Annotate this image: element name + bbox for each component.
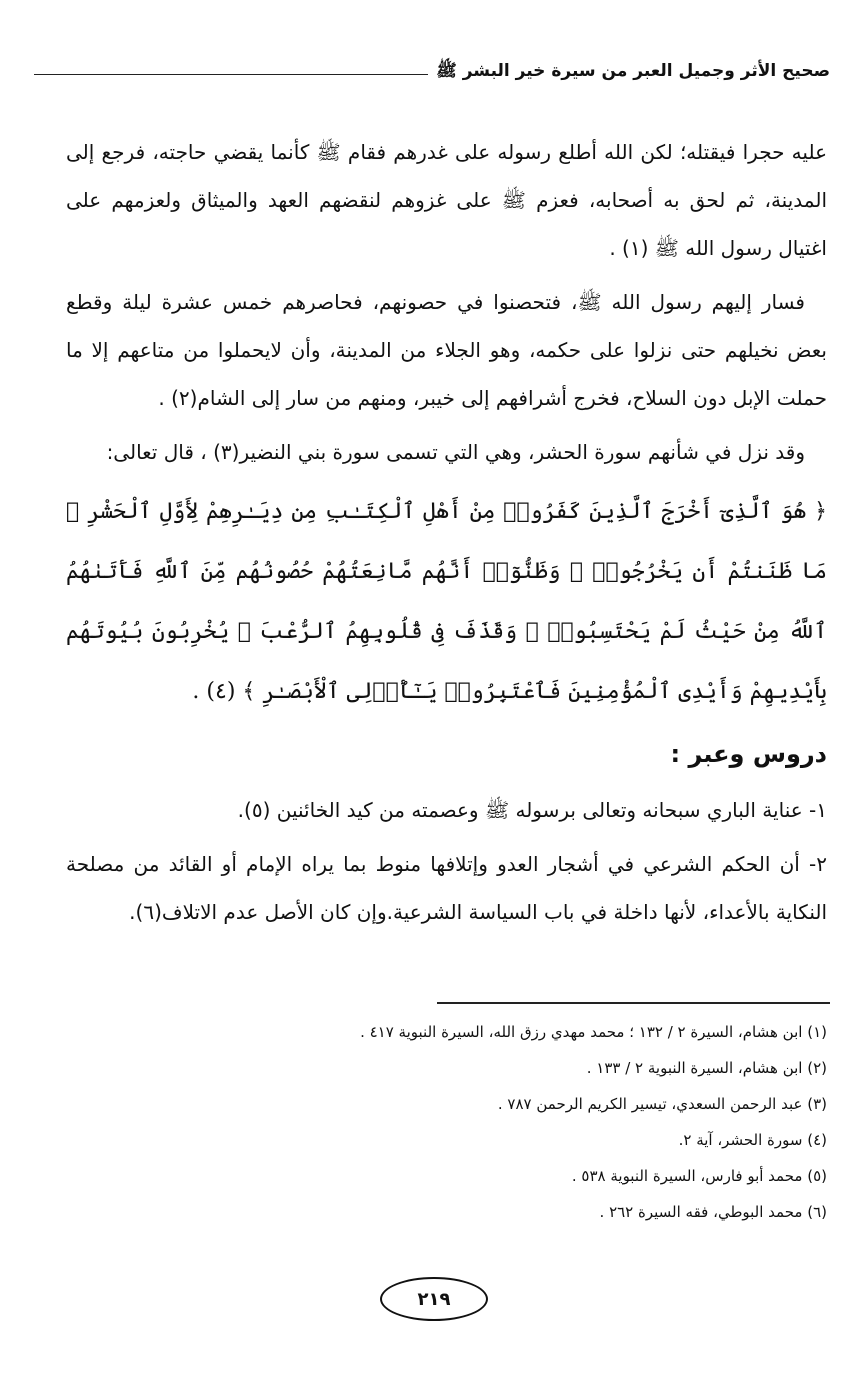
footnote: (٣) عبد الرحمن السعدي، تيسير الكريم الرحمن ٧٨٧ . <box>497 1095 827 1113</box>
paragraph: وقد نزل في شأنهم سورة الحشر، وهي التي تسمى سورة بني النضير(٣) ، قال تعالى: <box>106 440 805 464</box>
paragraph: عليه حجرا فيقتله؛ لكن الله أطلع رسوله على غدرهم فقام ﷺ كأنما يقضي حاجته، فرجع إلى المدينة، ثم لحق به أصحابه، فعزم ﷺ على غزوهم لنقضهم العهد والميثاق ولعزمهم على اغتيال رسول الله ﷺ (١) . <box>66 140 827 260</box>
header-title: صحيح الأثر وجميل العبر من سيرة خير البشر ﷺ <box>428 60 830 85</box>
main-text <box>66 128 827 942</box>
footnote: (٦) محمد البوطي، فقه السيرة ٢٦٢ . <box>599 1203 827 1221</box>
lesson-item: ٢- أن الحكم الشرعي في أشجار العدو وإتلافها منوط بما يراه الإمام أو القائد من مصلحة النكاية بالأعداء، لأنها داخلة في باب السياسة الشرعية.وإن كان الأصل عدم الاتلاف(٦). <box>66 852 827 924</box>
paragraph: فسار إليهم رسول الله ﷺ، فتحصنوا في حصونهم، فحاصرهم خمس عشرة ليلة وقطع بعض نخيلهم حتى نزلوا على حكمه، وهو الجلاء من المدينة، وأن لايحملوا من متاعهم إلا ما حملت الإبل دون السلاح، فخرج أشرافهم إلى خيبر، ومنهم من سار إلى الشام(٢) . <box>66 290 827 410</box>
running-header <box>34 60 830 88</box>
lessons-heading: دروس وعبر : <box>670 740 827 768</box>
footnote: (١) ابن هشام، السيرة ٢ / ١٣٢ ؛ محمد مهدي رزق الله، السيرة النبوية ٤١٧ . <box>360 1023 827 1041</box>
footnote: (٤) سورة الحشر، آية ٢. <box>678 1131 827 1149</box>
footnote-rule <box>437 1002 830 1004</box>
page-number: ٢١٩ <box>380 1277 488 1321</box>
footnote: (٢) ابن هشام، السيرة النبوية ٢ / ١٣٣ . <box>586 1059 827 1077</box>
quran-verse: ﴿ هُوَ ٱلَّذِىٓ أَخْرَجَ ٱلَّذِينَ كَفَرُوا۟ مِنْ أَهْلِ ٱلْكِتَـٰبِ مِن دِيَـٰرِهِمْ لِأَوَّلِ ٱلْحَشْرِ ۚ مَا ظَنَنتُمْ أَن يَخْرُجُوا۟ ۖ وَظَنُّوٓا۟ أَنَّهُم مَّانِعَتُهُمْ حُصُونُهُم مِّنَ ٱللَّهِ فَأَتَىٰهُمُ ٱللَّهُ مِنْ حَيْثُ لَمْ يَحْتَسِبُوا۟ ۖ وَقَذَفَ فِى قُلُوبِهِمُ ٱلرُّعْبَ ۚ يُخْرِبُونَ بُيُوتَهُم بِأَيْدِيهِمْ وَأَيْدِى ٱلْمُؤْمِنِينَ فَٱعْتَبِرُوا۟ يَـٰٓأُو۟لِى ٱلْأَبْصَـٰرِ ﴾ (٤) . <box>66 499 827 704</box>
footnotes <box>80 1014 827 1230</box>
footnote: (٥) محمد أبو فارس، السيرة النبوية ٥٣٨ . <box>571 1167 827 1185</box>
lesson-item: ١- عناية الباري سبحانه وتعالى برسوله ﷺ وعصمته من كيد الخائنين (٥). <box>237 798 827 822</box>
